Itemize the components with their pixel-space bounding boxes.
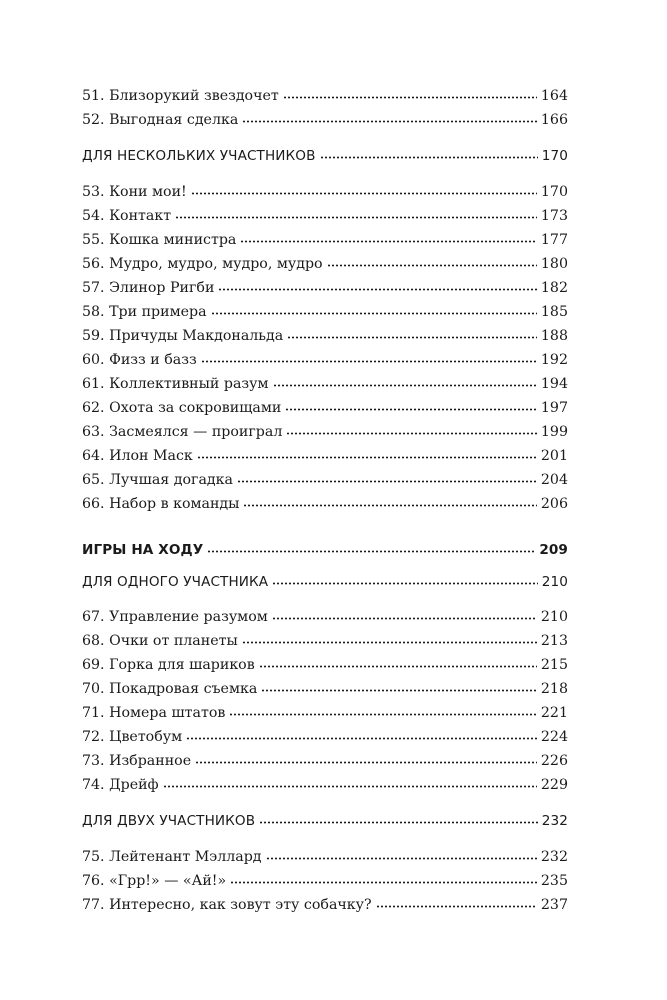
dot-leader — [259, 665, 537, 668]
toc-entry-page: 237 — [540, 897, 568, 913]
dot-leader — [163, 785, 537, 788]
toc-entry-title: 67. Управление разумом — [82, 609, 268, 625]
toc-entry — [82, 472, 568, 496]
toc-entry-page: 177 — [540, 232, 568, 248]
toc-entry-title: ДЛЯ НЕСКОЛЬКИХ УЧАСТНИКОВ — [82, 148, 316, 164]
toc-entry — [82, 496, 568, 520]
toc-section-heading — [82, 813, 568, 837]
toc-entry-page: 199 — [540, 424, 568, 440]
toc-entry-page: 166 — [540, 112, 568, 128]
toc-entry — [82, 112, 568, 136]
toc-entry — [82, 424, 568, 448]
toc-entry-title: ДЛЯ ДВУХ УЧАСТНИКОВ — [82, 813, 256, 829]
dot-leader — [211, 312, 537, 315]
toc-entry — [82, 705, 568, 729]
toc-entry-title: 73. Избранное — [82, 753, 192, 769]
toc-entry-page: 201 — [540, 448, 568, 464]
toc-entry-title: 69. Горка для шариков — [82, 657, 255, 673]
toc-entry-page: 173 — [540, 208, 568, 224]
toc-entry-page: 235 — [540, 873, 568, 889]
dot-leader — [285, 408, 537, 411]
toc-section-heading — [82, 148, 568, 172]
dot-leader — [195, 761, 537, 764]
dot-leader — [272, 582, 538, 585]
toc-entry-title: 63. Засмеялся — проиграл — [82, 424, 283, 440]
toc-entry-title: 55. Кошка министра — [82, 232, 237, 248]
toc-entry-title: 56. Мудро, мудро, мудро, мудро — [82, 256, 323, 272]
toc-entry-page: 215 — [540, 657, 568, 673]
toc-entry-title: 68. Очки от планеты — [82, 633, 238, 649]
toc-entry-title: 58. Три примера — [82, 304, 207, 320]
toc-entry-page: 164 — [540, 88, 568, 104]
dot-leader — [283, 96, 537, 99]
toc-part-heading — [82, 542, 568, 566]
dot-leader — [201, 360, 537, 363]
dot-leader — [242, 641, 537, 644]
toc-entry-page: 232 — [540, 849, 568, 865]
toc-entry-page: 221 — [540, 705, 568, 721]
toc-entry-page: 206 — [540, 496, 568, 512]
toc-entry-page: 210 — [540, 609, 568, 625]
dot-leader — [261, 689, 537, 692]
dot-leader — [243, 504, 536, 507]
toc-entry-page: 226 — [540, 753, 568, 769]
toc-entry — [82, 400, 568, 424]
toc-entry-page: 185 — [540, 304, 568, 320]
toc-entry-title: 53. Кони мои! — [82, 184, 187, 200]
toc-entry-page: 188 — [540, 328, 568, 344]
dot-leader — [320, 156, 538, 159]
dot-leader — [286, 432, 537, 435]
toc-entry — [82, 304, 568, 328]
dot-leader — [242, 120, 537, 123]
toc-entry — [82, 376, 568, 400]
toc-entry-page: 210 — [541, 574, 568, 590]
toc-entry — [82, 633, 568, 657]
dot-leader — [191, 192, 537, 195]
toc-entry-title: 70. Покадровая съемка — [82, 681, 258, 697]
toc-entry-title: 51. Близорукий звездочет — [82, 88, 279, 104]
toc-entry-title: 72. Цветобум — [82, 729, 183, 745]
toc-entry-page: 224 — [540, 729, 568, 745]
toc-entry-page: 170 — [541, 148, 568, 164]
toc-entry-page: 229 — [540, 777, 568, 793]
toc-entry-title: 74. Дрейф — [82, 777, 159, 793]
dot-leader — [229, 713, 537, 716]
dot-leader — [237, 480, 537, 483]
toc-entry-title: 75. Лейтенант Мэллард — [82, 849, 262, 865]
toc-section-heading — [82, 574, 568, 598]
toc-entry-page: 209 — [539, 542, 568, 558]
toc-entry — [82, 232, 568, 256]
dot-leader — [259, 821, 538, 824]
toc-entry — [82, 753, 568, 777]
dot-leader — [266, 857, 537, 860]
toc-entry-title: 59. Причуды Макдональда — [82, 328, 284, 344]
toc-entry — [82, 777, 568, 801]
dot-leader — [272, 617, 537, 620]
dot-leader — [287, 336, 537, 339]
toc-entry — [82, 729, 568, 753]
toc-entry — [82, 657, 568, 681]
toc-entry — [82, 208, 568, 232]
toc-entry-title: 60. Физз и базз — [82, 352, 197, 368]
toc-entry-title: 54. Контакт — [82, 208, 172, 224]
dot-leader — [376, 905, 537, 908]
toc-entry-title: 57. Элинор Ригби — [82, 280, 215, 296]
toc-entry-title: 66. Набор в команды — [82, 496, 240, 512]
toc-entry-title: 62. Охота за сокровищами — [82, 400, 282, 416]
toc-entry-page: 182 — [540, 280, 568, 296]
toc-entry-page: 197 — [540, 400, 568, 416]
toc-entry-title: 77. Интересно, как зовут эту собачку? — [82, 897, 372, 913]
toc-entry-title: 61. Коллективный разум — [82, 376, 269, 392]
dot-leader — [218, 288, 536, 291]
toc-entry — [82, 280, 568, 304]
dot-leader — [327, 264, 537, 267]
dot-leader — [175, 216, 537, 219]
dot-leader — [186, 737, 537, 740]
dot-leader — [240, 240, 537, 243]
toc-entry — [82, 681, 568, 705]
toc-entry-title: 52. Выгодная сделка — [82, 112, 239, 128]
toc-entry-page: 232 — [541, 813, 568, 829]
toc-entry-page: 204 — [540, 472, 568, 488]
toc-entry-page: 213 — [540, 633, 568, 649]
dot-leader — [207, 550, 535, 553]
toc-entry — [82, 897, 568, 921]
toc-entry-page: 218 — [540, 681, 568, 697]
toc-entry-page: 180 — [540, 256, 568, 272]
toc-entry — [82, 609, 568, 633]
toc-entry-page: 194 — [540, 376, 568, 392]
toc-entry — [82, 873, 568, 897]
toc-entry-title: 76. «Грр!» — «Ай!» — [82, 873, 227, 889]
toc-entry-page: 192 — [540, 352, 568, 368]
toc-entry — [82, 328, 568, 352]
dot-leader — [230, 881, 537, 884]
toc-entry — [82, 256, 568, 280]
toc-entry — [82, 448, 568, 472]
toc-entry-title: ДЛЯ ОДНОГО УЧАСТНИКА — [82, 574, 269, 590]
toc-entry-title: 64. Илон Маск — [82, 448, 193, 464]
toc-entry-title: 65. Лучшая догадка — [82, 472, 233, 488]
toc-entry-page: 170 — [540, 184, 568, 200]
dot-leader — [197, 456, 537, 459]
toc-entry — [82, 184, 568, 208]
toc-entry-title: ИГРЫ НА ХОДУ — [82, 542, 204, 558]
toc-entry — [82, 352, 568, 376]
toc-entry-title: 71. Номера штатов — [82, 705, 226, 721]
dot-leader — [273, 384, 537, 387]
toc-entry — [82, 849, 568, 873]
toc-entry — [82, 88, 568, 112]
